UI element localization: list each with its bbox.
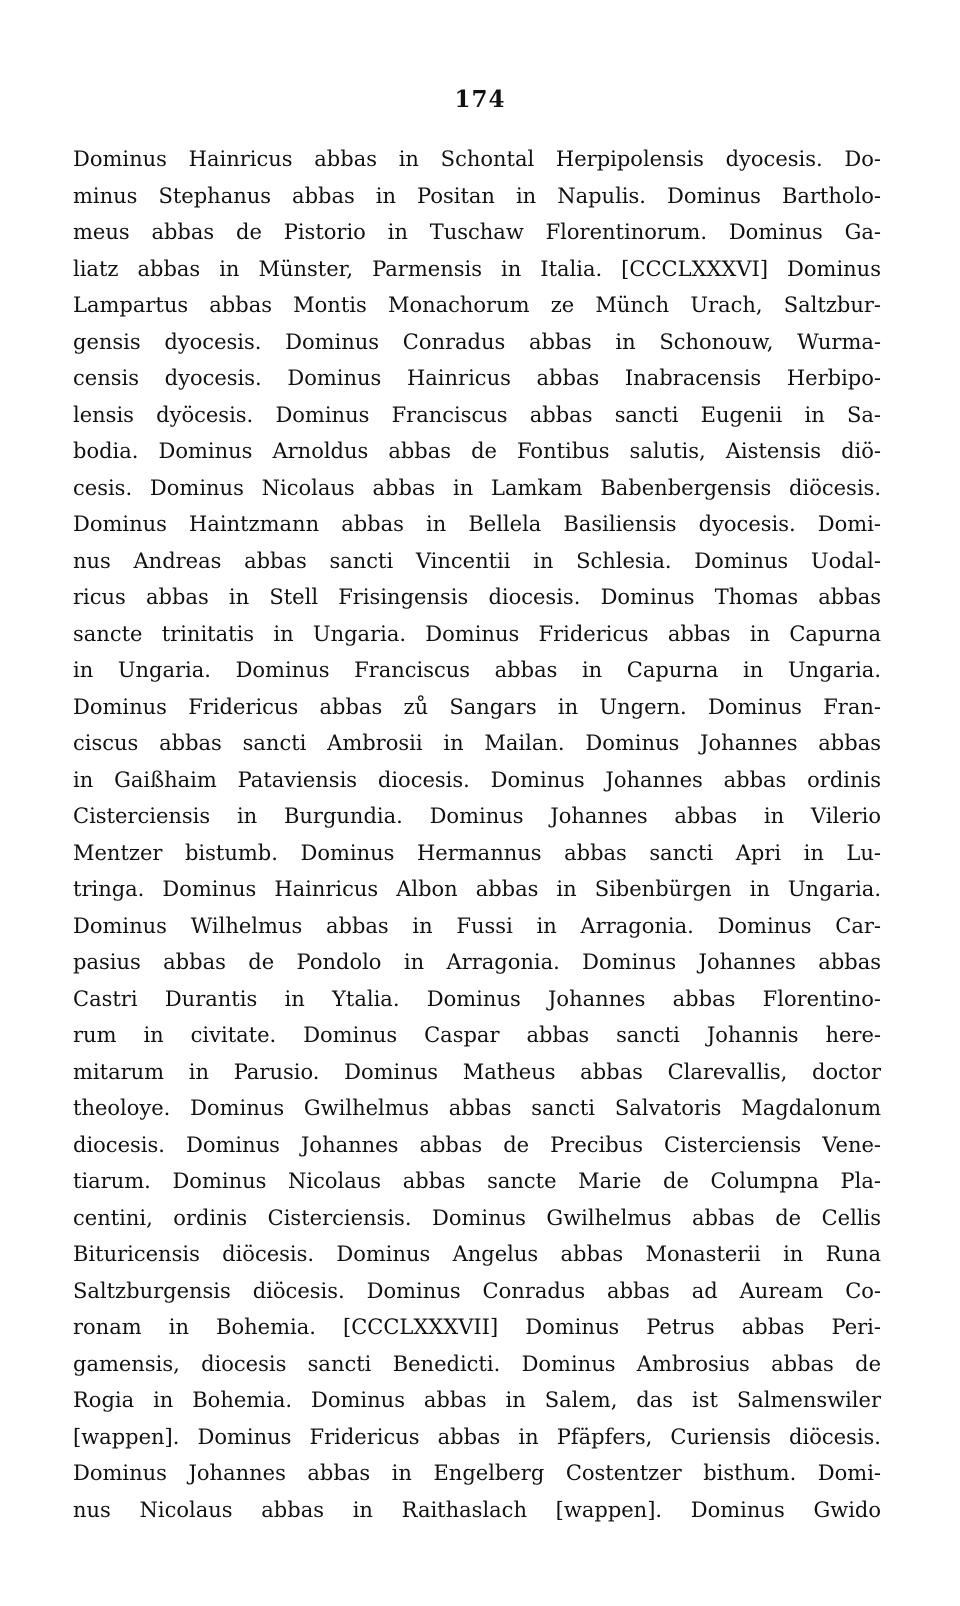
- text-line: Lampartus abbas Montis Monachorum ze Münch Urach, Saltzbur-: [73, 293, 881, 317]
- text-line: centini, ordinis Cisterciensis. Dominus Gwilhelmus abbas de Cellis: [73, 1205, 881, 1230]
- text-line: meus abbas de Pistorio in Tuschaw Florentinorum. Dominus Ga-: [73, 220, 881, 244]
- text-line: gensis dyocesis. Dominus Conradus abbas in Schonouw, Wurma-: [73, 329, 881, 354]
- text-line: sancte trinitatis in Ungaria. Dominus Fridericus abbas in Capurna: [73, 621, 881, 646]
- text-line: pasius abbas de Pondolo in Arragonia. Dominus Johannes abbas: [73, 950, 881, 974]
- text-line: diocesis. Dominus Johannes abbas de Precibus Cisterciensis Vene-: [73, 1132, 881, 1157]
- text-line: Rogia in Bohemia. Dominus abbas in Salem, das ist Salmenswiler: [73, 1388, 881, 1412]
- text-line: lensis dyöcesis. Dominus Franciscus abbas sancti Eugenii in Sa-: [73, 402, 881, 427]
- page-number: 174: [454, 86, 506, 113]
- text-line: mitarum in Parusio. Dominus Matheus abbas Clarevallis, doctor: [73, 1059, 881, 1084]
- text-line: in Ungaria. Dominus Franciscus abbas in Capurna in Ungaria.: [73, 658, 881, 682]
- text-line: Castri Durantis in Ytalia. Dominus Johannes abbas Florentino-: [73, 986, 881, 1011]
- text-line: rum in civitate. Dominus Caspar abbas sancti Johannis here-: [73, 1023, 881, 1047]
- text-line: Dominus Hainricus abbas in Schontal Herpipolensis dyocesis. Do-: [73, 147, 881, 171]
- text-line: ricus abbas in Stell Frisingensis diocesis. Dominus Thomas abbas: [73, 585, 881, 609]
- text-line: nus Nicolaus abbas in Raithaslach [wappen]. Dominus Gwido: [73, 1497, 881, 1522]
- text-line: bodia. Dominus Arnoldus abbas de Fontibus salutis, Aistensis diö-: [73, 439, 881, 463]
- text-line: Dominus Haintzmann abbas in Bellela Basiliensis dyocesis. Domi-: [73, 512, 881, 536]
- text-line: Dominus Fridericus abbas zů Sangars in Ungern. Dominus Fran-: [73, 694, 881, 719]
- text-line: gamensis, diocesis sancti Benedicti. Dominus Ambrosius abbas de: [73, 1351, 881, 1376]
- text-line: tiarum. Dominus Nicolaus abbas sancte Marie de Columpna Pla-: [73, 1169, 881, 1193]
- text-line: censis dyocesis. Dominus Hainricus abbas Inabracensis Herbipo-: [73, 366, 881, 390]
- text-line: ronam in Bohemia. [CCCLXXXVII] Dominus Petrus abbas Peri-: [73, 1315, 881, 1339]
- text-line: liatz abbas in Münster, Parmensis in Italia. [CCCLXXXVI] Dominus: [73, 256, 881, 281]
- text-line: nus Andreas abbas sancti Vincentii in Schlesia. Dominus Uodal-: [73, 548, 881, 573]
- text-line: cesis. Dominus Nicolaus abbas in Lamkam Babenbergensis diöcesis.: [73, 475, 881, 500]
- text-line: ciscus abbas sancti Ambrosii in Mailan. Dominus Johannes abbas: [73, 731, 881, 755]
- text-line: minus Stephanus abbas in Positan in Napulis. Dominus Bartholo-: [73, 183, 881, 208]
- text-line: Bituricensis diöcesis. Dominus Angelus abbas Monasterii in Runa: [73, 1242, 881, 1266]
- text-line: Cisterciensis in Burgundia. Dominus Johannes abbas in Vilerio: [73, 804, 881, 828]
- text-line: Mentzer bistumb. Dominus Hermannus abbas sancti Apri in Lu-: [73, 840, 881, 865]
- text-line: theoloye. Dominus Gwilhelmus abbas sancti Salvatoris Magdalonum: [73, 1096, 881, 1120]
- text-line: tringa. Dominus Hainricus Albon abbas in Sibenbürgen in Ungaria.: [73, 877, 881, 901]
- text-line: Dominus Wilhelmus abbas in Fussi in Arragonia. Dominus Car-: [73, 913, 881, 938]
- text-line: in Gaißhaim Pataviensis diocesis. Dominus Johannes abbas ordinis: [73, 767, 881, 792]
- text-line: Saltzburgensis diöcesis. Dominus Conradus abbas ad Auream Co-: [73, 1278, 881, 1303]
- text-line: [wappen]. Dominus Fridericus abbas in Pfäpfers, Curiensis diöcesis.: [73, 1424, 881, 1449]
- text-line: Dominus Johannes abbas in Engelberg Costentzer bisthum. Domi-: [73, 1461, 881, 1485]
- body-text: [73, 141, 881, 1528]
